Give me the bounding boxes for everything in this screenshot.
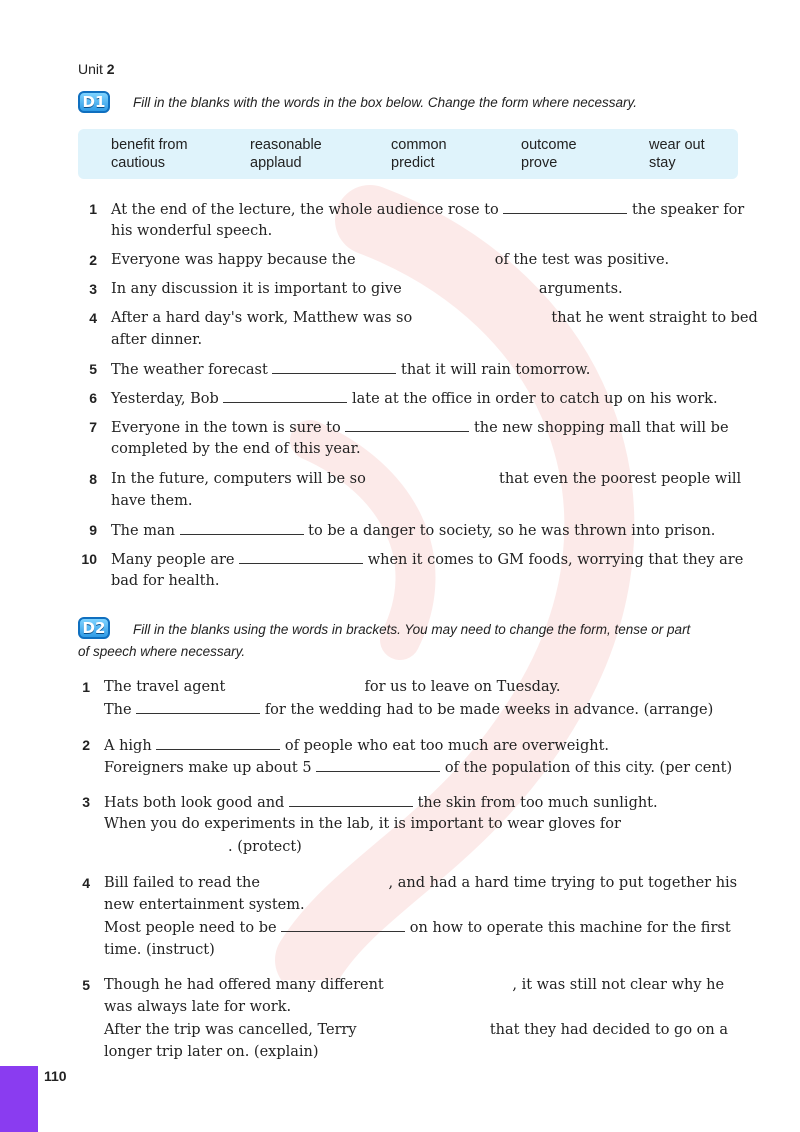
question-text: Yesterday, Bob xyxy=(111,391,219,407)
word-box-item: reasonable xyxy=(250,137,322,153)
question-text: After the trip was cancelled, Terry xyxy=(104,1022,357,1038)
question-number: 3 xyxy=(82,794,90,810)
answer-blank[interactable] xyxy=(289,791,413,807)
answer-blank[interactable] xyxy=(239,548,363,564)
question-text: on how to operate this machine for the first xyxy=(409,920,731,936)
d2-badge: D2 xyxy=(78,617,110,639)
word-box-item: applaud xyxy=(250,155,302,171)
question-text: longer trip later on. (explain) xyxy=(104,1044,319,1060)
answer-blank[interactable] xyxy=(180,519,304,535)
question-text: Hats both look good and xyxy=(104,795,285,811)
question-text: his wonderful speech. xyxy=(111,223,273,239)
d1-badge: D1 xyxy=(78,91,110,113)
question-number: 10 xyxy=(81,551,97,567)
question-text: for us to leave on Tuesday. xyxy=(364,679,561,695)
question-text: time. (instruct) xyxy=(104,942,215,958)
question-text: A high xyxy=(104,738,152,754)
word-box-item: cautious xyxy=(111,155,166,171)
question-number: 9 xyxy=(89,522,97,538)
question-text: Foreigners make up about 5 xyxy=(104,760,312,776)
question-text: After a hard day's work, Matthew was so xyxy=(111,310,413,326)
question-text: The travel agent xyxy=(104,679,226,695)
page-color-bar xyxy=(0,1066,38,1132)
answer-blank[interactable] xyxy=(223,387,347,403)
word-box-item: common xyxy=(391,137,447,153)
question-text: In the future, computers will be so xyxy=(111,471,366,487)
question-text: that they had decided to go on a xyxy=(489,1022,728,1038)
question-text: late at the office in order to catch up on his work. xyxy=(351,391,718,407)
question-text: Many people are xyxy=(111,552,235,568)
question-text: . (protect) xyxy=(228,839,302,855)
question-text: that even the poorest people will xyxy=(499,471,742,487)
question-text: , it was still not clear why he xyxy=(512,977,725,993)
question-text: the skin from too much sunlight. xyxy=(417,795,658,811)
d1-instruction: Fill in the blanks with the words in the box below. Change the form where necessary. xyxy=(133,95,638,110)
question-text: new entertainment system. xyxy=(104,897,305,913)
word-box-item: benefit from xyxy=(111,137,188,153)
question-number: 7 xyxy=(89,419,97,435)
answer-blank[interactable] xyxy=(316,756,440,772)
question-text: bad for health. xyxy=(111,573,220,589)
question-text: of the population of this city. (per cent) xyxy=(444,760,733,776)
question-text: Everyone was happy because the xyxy=(111,252,356,268)
word-box-row-1 xyxy=(78,137,738,155)
question-number: 4 xyxy=(89,310,97,326)
question-text: When you do experiments in the lab, it is important to wear gloves for xyxy=(104,816,621,832)
question-text: that he went straight to bed xyxy=(551,310,758,326)
unit-label: Unit 2 xyxy=(78,61,115,77)
word-box-item: stay xyxy=(649,155,676,171)
question-number: 6 xyxy=(89,390,97,406)
question-number: 5 xyxy=(82,977,90,993)
question-number: 1 xyxy=(82,679,90,695)
question-text: Though he had offered many different xyxy=(104,977,384,993)
question-text: , and had a hard time trying to put together his xyxy=(388,875,738,891)
question-number: 4 xyxy=(82,875,90,891)
question-number: 8 xyxy=(89,471,97,487)
question-text: for the wedding had to be made weeks in advance. (arrange) xyxy=(264,702,714,718)
word-box-row-2 xyxy=(78,155,738,173)
answer-blank[interactable] xyxy=(156,734,280,750)
question-text: have them. xyxy=(111,493,193,509)
answer-blank[interactable] xyxy=(503,198,627,214)
answer-blank[interactable] xyxy=(136,698,260,714)
question-text: to be a danger to society, so he was thrown into prison. xyxy=(308,523,716,539)
question-text: The xyxy=(104,702,132,718)
question-text: The weather forecast xyxy=(111,362,268,378)
question-number: 5 xyxy=(89,361,97,377)
question-text: Everyone in the town is sure to xyxy=(111,420,341,436)
word-box-item: predict xyxy=(391,155,435,171)
question-number: 1 xyxy=(89,201,97,217)
question-text: after dinner. xyxy=(111,332,203,348)
question-text: Most people need to be xyxy=(104,920,277,936)
question-text: of the test was positive. xyxy=(494,252,670,268)
question-number: 3 xyxy=(89,281,97,297)
question-text: At the end of the lecture, the whole audience rose to xyxy=(111,202,499,218)
question-text: that it will rain tomorrow. xyxy=(401,362,591,378)
word-box-item: outcome xyxy=(521,137,577,153)
question-number: 2 xyxy=(82,737,90,753)
answer-blank[interactable] xyxy=(272,358,396,374)
question-text: The man xyxy=(111,523,175,539)
answer-blank[interactable] xyxy=(281,916,405,932)
question-text: was always late for work. xyxy=(104,999,292,1015)
question-text: arguments. xyxy=(538,281,623,297)
question-number: 2 xyxy=(89,252,97,268)
question-text: of people who eat too much are overweight. xyxy=(284,738,610,754)
answer-blank[interactable] xyxy=(345,416,469,432)
word-box-item: prove xyxy=(521,155,558,171)
page-number: 110 xyxy=(44,1068,67,1084)
d2-instruction: Fill in the blanks using the words in brackets. You may need to change the form, tense or part xyxy=(133,622,691,637)
word-box-item: wear out xyxy=(649,137,705,153)
question-text: Bill failed to read the xyxy=(104,875,260,891)
question-text: In any discussion it is important to give xyxy=(111,281,402,297)
word-box xyxy=(78,129,738,179)
question-text: completed by the end of this year. xyxy=(111,441,361,457)
question-text: when it comes to GM foods, worrying that they are xyxy=(367,552,744,568)
question-text: the new shopping mall that will be xyxy=(473,420,729,436)
question-text: the speaker for xyxy=(631,202,745,218)
d2-instruction: of speech where necessary. xyxy=(78,644,246,659)
